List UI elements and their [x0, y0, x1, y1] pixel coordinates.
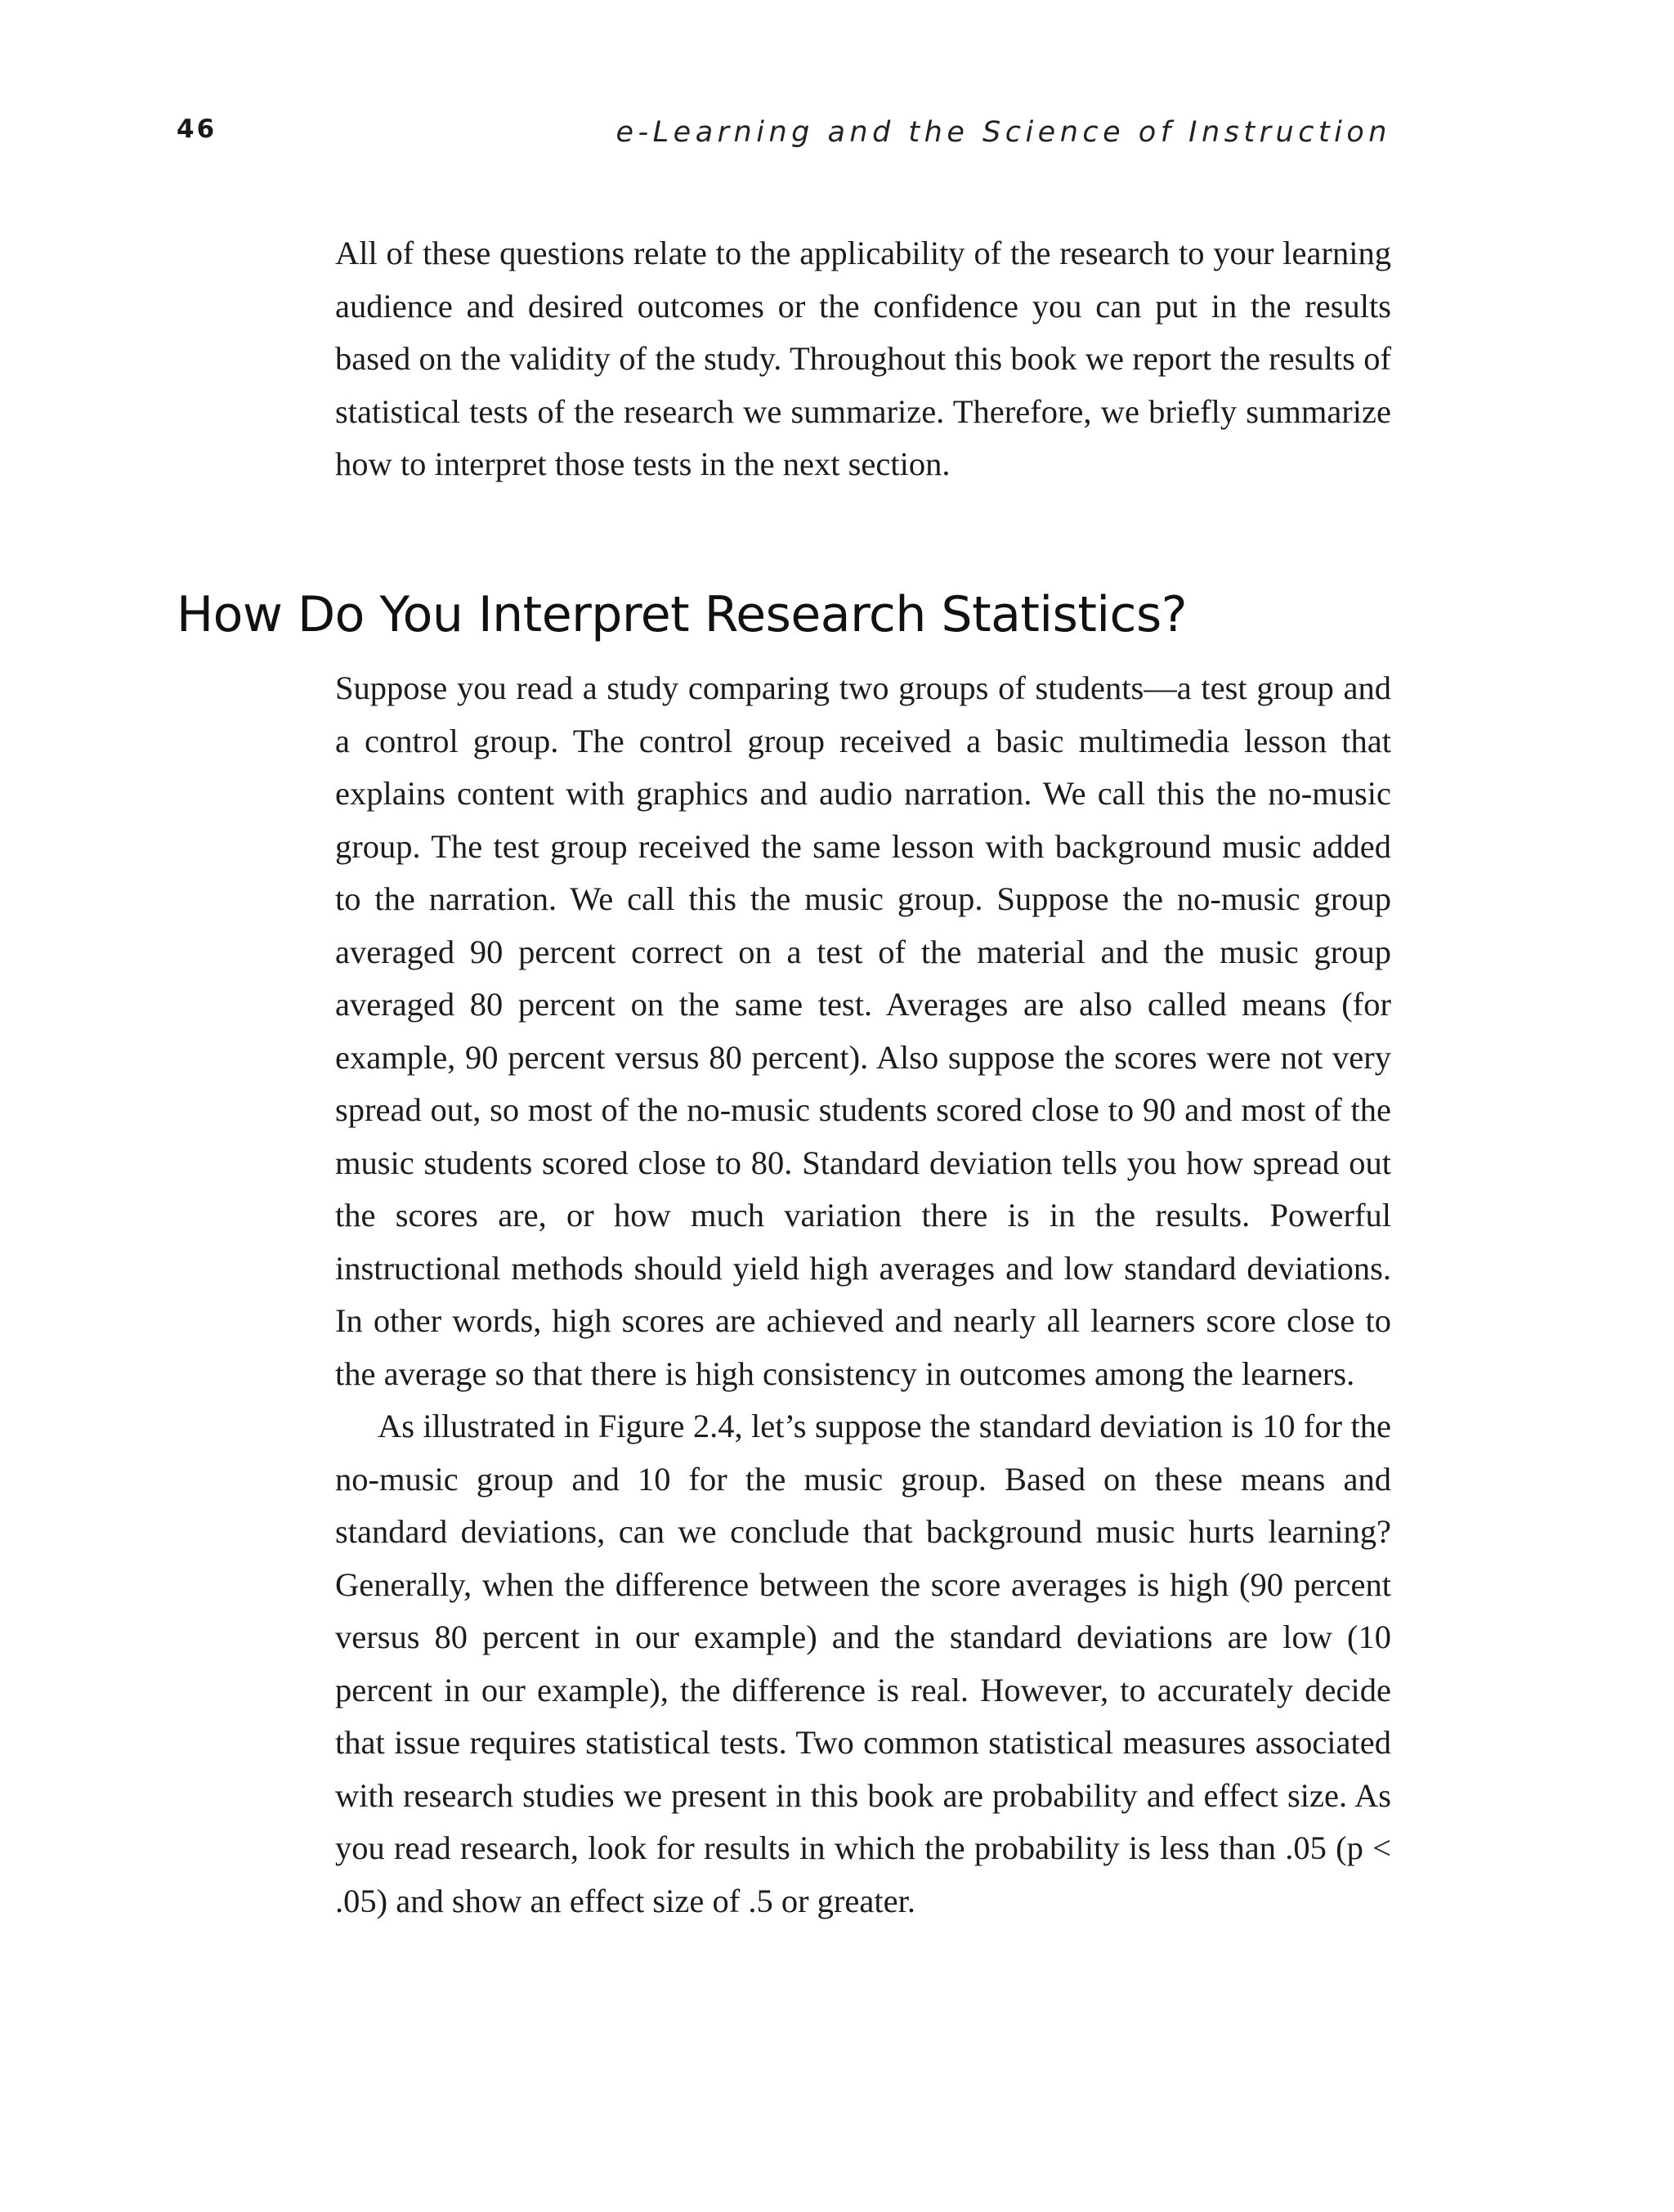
running-head: [177, 114, 1391, 155]
section-body: [335, 662, 1391, 1928]
book-title: e-Learning and the Science of Instruction: [615, 116, 1391, 149]
intro-text: [335, 227, 1391, 491]
body-paragraph-1: Suppose you read a study comparing two groups of students—a test group and a control group. The control group received a basic multimedia lesson that explains content with graphics and audio narration. We call this the no-music group. The test group received the same lesson with background music added to the narration. We call this the music group. Suppose the no-music group averaged 90 percent correct on a test of the material and the music group averaged 80 percent on the same test. Averages are also called means (for example, 90 percent versus 80 percent). Also suppose the scores were not very spread out, so most of the no-music students scored close to 90 and most of the music students scored close to 80. Standard deviation tells you how spread out the scores are, or how much variation there is in the results. Powerful instructional methods should yield high averages and low standard deviations. In other words, high scores are achieved and nearly all learners score close to the average so that there is high consistency in outcomes among the learners.: [335, 669, 1391, 1392]
body-paragraph-2: As illustrated in Figure 2.4, let’s suppose the standard deviation is 10 for the no-music group and 10 for the music group. Based on these means and standard deviations, can we conclude that background music hurts learning? Generally, when the difference between the score averages is high (90 percent versus 80 percent in our example) and the standard deviations are low (10 percent in our example), the difference is real. However, to accurately decide that issue requires statistical tests. Two common statistical measures associated with research studies we present in this book are probability and effect size. As you read research, look for results in which the probability is less than .05 (p < .05) and show an effect size of .5 or greater.: [335, 1408, 1391, 1919]
section-heading: How Do You Interpret Research Statistics?: [177, 586, 1188, 643]
intro-paragraph: All of these questions relate to the applicability of the research to your learning audience and desired outcomes or the confidence you can put in the results based on the validity of the study. Throughout this book we report the results of statistical tests of the research we summarize. Therefore, we briefly summarize how to interpret those tests in the next section.: [335, 235, 1391, 482]
page-number: 46: [177, 114, 217, 144]
